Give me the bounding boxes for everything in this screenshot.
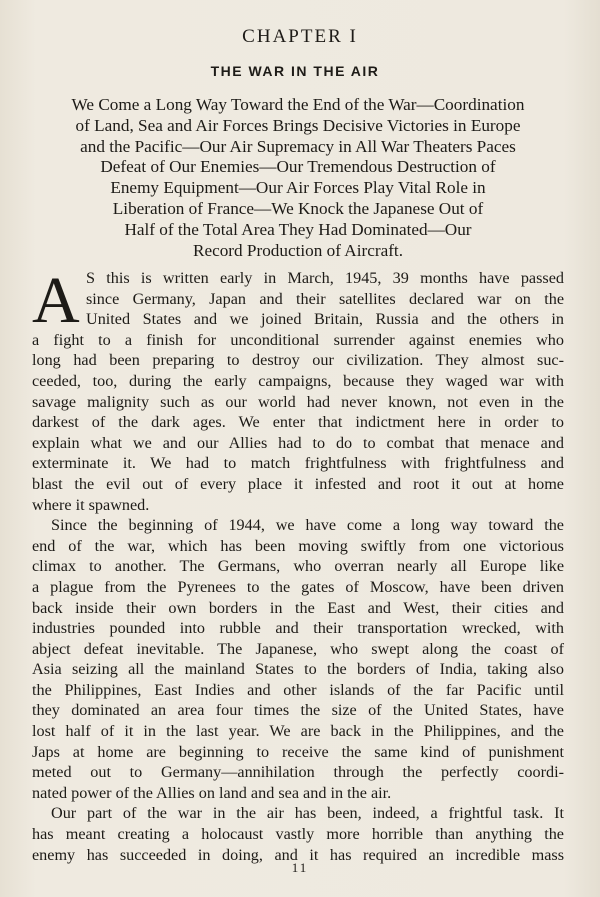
summary-line: Defeat of Our Enemies—Our Tremendous Destruction of xyxy=(100,157,496,177)
text-line: exterminate it. We had to match frightfulness with frightfulness and xyxy=(32,454,564,473)
chapter-heading: CHAPTER I xyxy=(242,26,358,47)
text-line: end of the war, which has been moving swiftly from one victorious xyxy=(32,536,564,555)
text-line: meted out to Germany—annihilation through the perfectly coordi- xyxy=(32,763,564,782)
paragraph-2 xyxy=(32,515,564,803)
text-line: Asia seizing all the mainland States to the borders of India, taking also xyxy=(32,660,564,679)
text-line: S this is written early in March, 1945, 39 months have passed xyxy=(86,269,564,287)
summary-line: Record Production of Aircraft. xyxy=(192,240,403,260)
body-text xyxy=(32,264,564,865)
text-line: Our part of the war in the air has been, indeed, a frightful task. It xyxy=(51,804,564,823)
text-line: Japs at home are beginning to receive the same kind of punishment xyxy=(32,742,564,761)
summary-line: of Land, Sea and Air Forces Brings Decisive Victories in Europe xyxy=(75,115,521,135)
text-line: has meant creating a holocaust vastly more horrible than anything the xyxy=(32,825,564,844)
summary-line: Enemy Equipment—Our Air Forces Play Vital Role in xyxy=(110,178,486,198)
text-line: lost half of it in the last year. We are back in the Philippines, and the xyxy=(32,722,564,741)
summary-line: We Come a Long Way Toward the End of the War—Coordination xyxy=(71,95,525,114)
paragraph-3 xyxy=(32,803,564,865)
text-line: back inside their own borders in the East and West, their cities and xyxy=(32,598,564,617)
page-number: 11 xyxy=(291,860,309,875)
chapter-summary xyxy=(28,95,568,261)
text-line: they dominated an area four times the size of the United States, have xyxy=(32,701,564,720)
drop-cap: A xyxy=(32,264,80,337)
summary-line: Liberation of France—We Knock the Japanese Out of xyxy=(112,198,484,218)
text-line: industries pounded into rubble and their transportation wrecked, with xyxy=(32,619,564,638)
chapter-title: THE WAR IN THE AIR xyxy=(210,63,380,79)
text-line: Since the beginning of 1944, we have come a long way toward the xyxy=(51,516,564,535)
text-line: a fight to a finish for unconditional surrender against enemies who xyxy=(32,330,564,349)
paragraph-1 xyxy=(32,264,564,515)
text-line: enemy has succeeded in doing, and it has required an incredible mass xyxy=(32,845,564,864)
text-line: the Philippines, East Indies and other islands of the far Pacific until xyxy=(32,680,564,699)
text-line: where it spawned. xyxy=(32,495,150,514)
text-line: explain what we and our Allies had to do to combat that menace and xyxy=(32,433,564,452)
text-line: nated power of the Allies on land and sea and in the air. xyxy=(32,783,392,802)
text-line: since Germany, Japan and their satellites declared war on the xyxy=(86,289,564,308)
text-line: abject defeat inevitable. The Japanese, who swept along the coast of xyxy=(32,639,564,658)
text-line: darkest of the dark ages. We enter that indictment here in order to xyxy=(32,413,564,432)
text-line: savage malignity such as our world had never known, not even in the xyxy=(32,392,564,411)
text-line: blast the evil out of every place it infested and root it out at home xyxy=(32,474,564,493)
text-line: long had been preparing to destroy our civilization. They almost suc- xyxy=(32,351,564,370)
text-line: climax to another. The Germans, who overran nearly all Europe like xyxy=(32,557,564,576)
text-line: a plague from the Pyrenees to the gates of Moscow, have been driven xyxy=(32,577,564,596)
summary-line: and the Pacific—Our Air Supremacy in All War Theaters Paces xyxy=(80,136,516,156)
text-line: ceeded, too, during the early campaigns, because they waged war with xyxy=(32,371,564,390)
summary-line: Half of the Total Area They Had Dominated—Our xyxy=(124,219,472,239)
text-line: United States and we joined Britain, Russia and the others in xyxy=(86,310,564,329)
